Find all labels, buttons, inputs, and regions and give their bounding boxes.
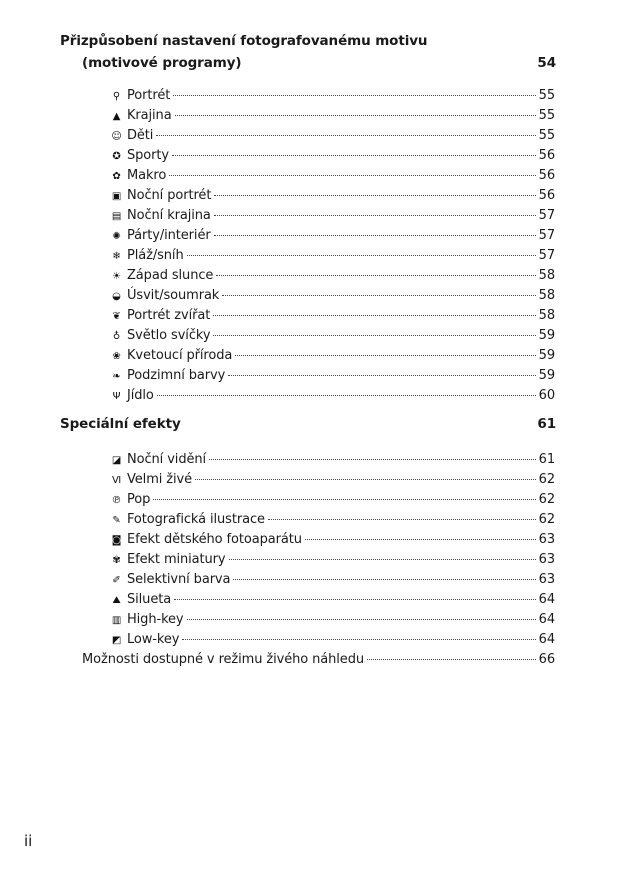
- miniature-icon: ✾: [112, 555, 121, 566]
- toc-entry-label: Pláž/sníh: [127, 248, 184, 263]
- toc-entry-label: Portrét zvířat: [127, 308, 211, 323]
- toc-entry-high-key[interactable]: [110, 612, 555, 632]
- toc-entry-selective-color[interactable]: [110, 572, 555, 592]
- dot-leader: [222, 295, 535, 296]
- toc-entry-portrait[interactable]: [110, 88, 555, 108]
- dot-leader: [209, 459, 536, 460]
- toc-entry-food[interactable]: [110, 388, 555, 408]
- portrait-icon: ⚲: [112, 91, 121, 102]
- toc-entry-page: 66: [538, 652, 555, 667]
- toc-entry-label: Noční krajina: [127, 208, 211, 223]
- autumn-colors-icon: ❧: [112, 371, 121, 382]
- toc-entry-night-portrait[interactable]: [110, 188, 555, 208]
- section-page-number: 54: [537, 55, 556, 71]
- toc-entry-label: Možnosti dostupné v režimu živého náhledu: [82, 652, 364, 667]
- scene-mode-entries: [110, 88, 555, 408]
- toc-entry-beach-snow[interactable]: [110, 248, 555, 268]
- toc-entry-child[interactable]: [110, 128, 555, 148]
- toc-entry-page: 63: [538, 532, 555, 547]
- dot-leader: [182, 639, 535, 640]
- toc-entry-candlelight[interactable]: [110, 328, 555, 348]
- party-indoor-icon: ✺: [112, 231, 121, 242]
- toc-entry-label: Světlo svíčky: [127, 328, 211, 343]
- toc-entry-label: Krajina: [127, 108, 172, 123]
- toc-entry-label: Selektivní barva: [127, 572, 231, 587]
- dot-leader: [213, 335, 535, 336]
- toc-entry-miniature[interactable]: [110, 552, 555, 572]
- dot-leader: [169, 175, 535, 176]
- super-vivid-icon: Ⅵ: [111, 475, 122, 486]
- toc-entry-page: 55: [538, 128, 555, 143]
- toc-entry-page: 62: [538, 472, 555, 487]
- dusk-dawn-icon: ◒: [112, 291, 121, 302]
- dot-leader: [305, 539, 536, 540]
- candlelight-icon: ♁: [112, 331, 121, 342]
- toc-entry-page: 59: [538, 368, 555, 383]
- night-vision-icon: ◪: [111, 455, 122, 466]
- photo-illustration-icon: ✎: [112, 515, 121, 526]
- dot-leader: [173, 95, 535, 96]
- dot-leader: [216, 275, 535, 276]
- dot-leader: [175, 115, 536, 116]
- selective-color-icon: ✐: [112, 575, 121, 586]
- night-landscape-icon: ▤: [111, 211, 122, 222]
- toc-entry-label: Low-key: [127, 632, 180, 647]
- toc-entry-pop[interactable]: [110, 492, 555, 512]
- dot-leader: [367, 659, 536, 660]
- child-icon: ☺: [111, 131, 122, 142]
- toc-entry-label: Západ slunce: [127, 268, 214, 283]
- toy-camera-icon: ◙: [111, 535, 122, 546]
- dot-leader: [214, 215, 536, 216]
- toc-entry-label: Fotografická ilustrace: [127, 512, 265, 527]
- toc-entry-page: 57: [538, 248, 555, 263]
- special-effect-entries: [110, 452, 555, 652]
- dot-leader: [156, 135, 535, 136]
- dot-leader: [235, 355, 535, 356]
- toc-entry-dusk-dawn[interactable]: [110, 288, 555, 308]
- section-title-line1: Přizpůsobení nastavení fotografovanému motivu: [60, 33, 428, 49]
- toc-entry-page: 55: [538, 108, 555, 123]
- toc-entry-label: Efekt dětského fotoaparátu: [127, 532, 302, 547]
- toc-entry-label: Děti: [127, 128, 154, 143]
- silhouette-icon: ⛰: [112, 595, 121, 606]
- toc-entry-page: 58: [538, 268, 555, 283]
- toc-entry-page: 61: [538, 452, 555, 467]
- live-view-options-entry-wrap: [82, 652, 555, 672]
- section-page-number: 61: [537, 416, 556, 432]
- toc-entry-sports[interactable]: [110, 148, 555, 168]
- page-folio: ii: [24, 832, 33, 850]
- dot-leader: [187, 619, 536, 620]
- toc-entry-page: 56: [538, 188, 555, 203]
- night-portrait-icon: ▣: [111, 191, 122, 202]
- dot-leader: [268, 519, 536, 520]
- high-key-icon: ▥: [111, 615, 122, 626]
- dot-leader: [153, 499, 535, 500]
- toc-entry-label: Velmi živé: [127, 472, 193, 487]
- toc-entry-page: 60: [538, 388, 555, 403]
- toc-entry-page: 62: [538, 512, 555, 527]
- toc-entry-party-indoor[interactable]: [110, 228, 555, 248]
- sunset-icon: ☀: [112, 271, 121, 282]
- toc-entry-low-key[interactable]: [110, 632, 555, 652]
- toc-entry-page: 56: [538, 168, 555, 183]
- toc-entry-label: High-key: [127, 612, 184, 627]
- toc-entry-toy-camera[interactable]: [110, 532, 555, 552]
- toc-entry-page: 62: [538, 492, 555, 507]
- toc-entry-page: 64: [538, 612, 555, 627]
- toc-entry-label: Kvetoucí příroda: [127, 348, 233, 363]
- section-heading-special-effects: [60, 416, 556, 438]
- dot-leader: [233, 579, 535, 580]
- toc-entry-super-vivid[interactable]: [110, 472, 555, 492]
- toc-entry-blossom[interactable]: [110, 348, 555, 368]
- toc-entry-page: 55: [538, 88, 555, 103]
- toc-entry-page: 59: [538, 348, 555, 363]
- toc-entry-page: 63: [538, 552, 555, 567]
- macro-icon: ✿: [112, 171, 121, 182]
- beach-snow-icon: ❄: [112, 251, 121, 262]
- toc-entry-page: 58: [538, 308, 555, 323]
- blossom-icon: ❀: [112, 351, 121, 362]
- dot-leader: [228, 375, 535, 376]
- toc-entry-label: Podzimní barvy: [127, 368, 226, 383]
- dot-leader: [214, 235, 536, 236]
- toc-entry-page: 56: [538, 148, 555, 163]
- toc-entry-live-view-options[interactable]: [82, 652, 555, 672]
- pop-icon: ℗: [111, 495, 122, 506]
- toc-entry-page: 57: [538, 228, 555, 243]
- toc-entry-page: 59: [538, 328, 555, 343]
- landscape-icon: ▲: [112, 111, 121, 122]
- toc-entry-sunset[interactable]: [110, 268, 555, 288]
- toc-entry-macro[interactable]: [110, 168, 555, 188]
- toc-entry-autumn-colors[interactable]: [110, 368, 555, 388]
- toc-entry-label: Portrét: [127, 88, 171, 103]
- toc-entry-page: 58: [538, 288, 555, 303]
- pet-portrait-icon: ❦: [112, 311, 121, 322]
- toc-entry-label: Párty/interiér: [127, 228, 211, 243]
- low-key-icon: ◩: [111, 635, 122, 646]
- toc-entry-label: Makro: [127, 168, 167, 183]
- dot-leader: [157, 395, 536, 396]
- toc-entry-label: Pop: [127, 492, 151, 507]
- toc-entry-photo-illustration[interactable]: [110, 512, 555, 532]
- dot-leader: [214, 195, 535, 196]
- toc-entry-page: 63: [538, 572, 555, 587]
- toc-entry-silhouette[interactable]: [110, 592, 555, 612]
- dot-leader: [213, 315, 535, 316]
- toc-entry-label: Sporty: [127, 148, 169, 163]
- toc-entry-night-landscape[interactable]: [110, 208, 555, 228]
- section-title-line2: (motivové programy): [82, 55, 242, 71]
- food-icon: Ψ: [112, 391, 121, 402]
- toc-entry-label: Efekt miniatury: [127, 552, 226, 567]
- toc-entry-label: Noční vidění: [127, 452, 207, 467]
- dot-leader: [195, 479, 536, 480]
- toc-entry-page: 57: [538, 208, 555, 223]
- section-heading-scene-modes: [60, 33, 556, 77]
- toc-entry-night-vision[interactable]: [110, 452, 555, 472]
- toc-entry-label: Noční portrét: [127, 188, 212, 203]
- dot-leader: [172, 155, 536, 156]
- toc-entry-label: Silueta: [127, 592, 172, 607]
- section-title: Speciální efekty: [60, 416, 181, 432]
- toc-entry-label: Úsvit/soumrak: [127, 288, 220, 303]
- dot-leader: [174, 599, 536, 600]
- toc-entry-page: 64: [538, 592, 555, 607]
- toc-entry-pet-portrait[interactable]: [110, 308, 555, 328]
- toc-entry-label: Jídlo: [127, 388, 154, 403]
- toc-entry-page: 64: [538, 632, 555, 647]
- dot-leader: [229, 559, 536, 560]
- sports-icon: ✪: [112, 151, 121, 162]
- dot-leader: [187, 255, 536, 256]
- toc-entry-landscape[interactable]: [110, 108, 555, 128]
